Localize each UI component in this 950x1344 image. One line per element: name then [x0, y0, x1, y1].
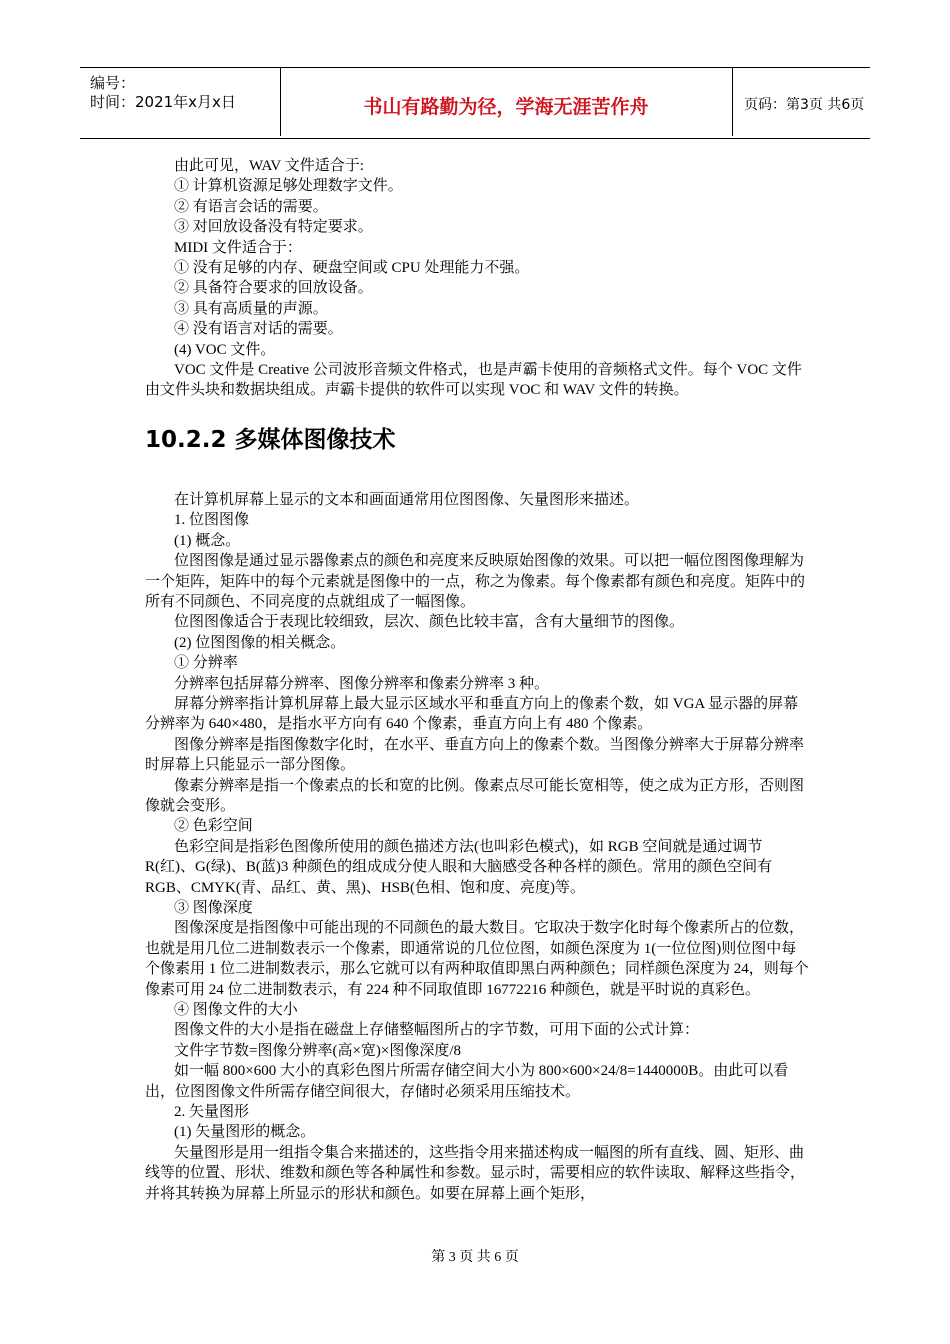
- body-paragraph: (1) 概念。: [174, 532, 241, 549]
- body-paragraph: (4) VOC 文件。: [174, 341, 276, 358]
- body-paragraph: (2) 位图图像的相关概念。: [174, 634, 346, 651]
- body-paragraph: 像素分辨率是指一个像素点的长和宽的比例。像素点尽可能长宽相等，使之成为正方形，否则图像就会变形。: [145, 777, 805, 814]
- body-paragraph: ② 具备符合要求的回放设备。: [174, 280, 373, 297]
- body-paragraph: ④ 没有语言对话的需要。: [174, 321, 343, 338]
- body-paragraph: 由此可见，WAV 文件适合于:: [174, 158, 364, 174]
- body-paragraph: ③ 图像深度: [174, 900, 253, 916]
- body-paragraph: 2. 矢量图形: [174, 1104, 250, 1121]
- body-paragraph: 分辨率包括屏幕分辨率、图像分辨率和像素分辨率 3 种。: [174, 675, 550, 692]
- body-paragraph: MIDI 文件适合于：: [174, 239, 302, 256]
- body-paragraph: 矢量图形是用一组指令集合来描述的，这些指令用来描述构成一幅图的所有直线、圆、矩形、曲线等的位置、形状、维数和颜色等各种属性和参数。显示时，需要相应的软件读取、解释这些指令，并将其转换为屏幕上所显示的形状和颜色。如要在屏幕上画个矩形，: [145, 1144, 806, 1202]
- body-paragraph: ② 有语言会话的需要。: [174, 198, 328, 215]
- body-paragraph: 位图图像是通过显示器像素点的颜色和亮度来反映原始图像的效果。可以把一幅位图图像理解为一个矩阵，矩阵中的每个元素就是图像中的一点，称之为像素。每个像素都有颜色和亮度。矩阵中的所有不同颜色、不同亮度的点就组成了一幅图像。: [145, 553, 806, 610]
- body-paragraph: ② 色彩空间: [174, 818, 253, 835]
- body-paragraph: 图像深度是指图像中可能出现的不同颜色的最大数目。它取决于数字化时每个像素所占的位数，也就是用几位二进制数表示一个像素，即通常说的几位位图，如颜色深度为 1(一位位图)则位图中每个像素用 1 位二进制数表示，那么它就可以有两种取值即黑白两种颜色；同样颜色深度为 24，则每个像素可用 24 位二进制数表示，有 224 种不同取值即 16772216 种颜色，就是平时说的真彩色。: [145, 920, 809, 998]
- body-paragraph: 1. 位图图像: [174, 512, 250, 529]
- body-paragraph: ① 计算机资源足够处理数字文件。: [174, 178, 403, 195]
- body-paragraph: ③ 具有高质量的声源。: [174, 300, 328, 317]
- body-paragraph: 图像文件的大小是指在磁盘上存储整幅图所占的字节数，可用下面的公式计算：: [174, 1022, 700, 1039]
- page-footer: 第 3 页 共 6 页: [431, 1250, 519, 1265]
- body-paragraph: ① 分辨率: [174, 655, 238, 672]
- body-paragraph: ④ 图像文件的大小: [174, 1002, 298, 1019]
- section-heading: 10.2.2 多媒体图像技术: [145, 426, 396, 453]
- header-motto-cell: [280, 68, 733, 136]
- header-left-cell: [80, 68, 281, 136]
- header-motto: 书山有路勤为径，学海无涯苦作舟: [363, 96, 649, 118]
- body-paragraph: 如一幅 800×600 大小的真彩色图片所需存储空间大小为 800×600×24/8=1440000B。由此可以看出，位图图像文件所需存储空间很大，存储时必须采用压缩技术。: [145, 1063, 789, 1100]
- header-page-info: 页码：第3页 共6页: [744, 97, 865, 113]
- body-paragraph: 屏幕分辨率指计算机屏幕上最大显示区域水平和垂直方向上的像素个数，如 VGA 显示器的屏幕分辨率为 640×480，是指水平方向有 640 个像素，垂直方向上有 480 个像素。: [145, 695, 799, 733]
- header-page-cell: [732, 68, 870, 136]
- document-time-label: 时间：2021年x月x日: [90, 93, 236, 111]
- body-paragraph: 文件字节数=图像分辨率(高×宽)×图像深度/8: [174, 1042, 462, 1059]
- page-header: [80, 67, 870, 139]
- body-paragraph: (1) 矢量图形的概念。: [174, 1124, 316, 1141]
- document-body: [145, 156, 810, 1204]
- body-paragraph: VOC 文件是 Creative 公司波形音频文件格式，也是声霸卡使用的音频格式文件。每个 VOC 文件由文件头块和数据块组成。声霸卡提供的软件可以实现 VOC 和 WAV 文件的转换。: [145, 362, 802, 399]
- body-paragraph: 在计算机屏幕上显示的文本和画面通常用位图图像、矢量图形来描述。: [174, 491, 640, 508]
- body-paragraph: 图像分辨率是指图像数字化时，在水平、垂直方向上的像素个数。当图像分辨率大于屏幕分辨率时屏幕上只能显示一部分图像。: [145, 736, 805, 774]
- body-paragraph: ① 没有足够的内存、硬盘空间或 CPU 处理能力不强。: [174, 260, 530, 277]
- body-paragraph: 色彩空间是指彩色图像所使用的颜色描述方法(也叫彩色模式)，如 RGB 空间就是通过调节 R(红)、G(绿)、B(蓝)3 种颜色的组成成分使人眼和大脑感受各种各样的颜色。常用的颜色空间有 RGB、CMYK(青、品红、黄、黑)、HSB(色相、饱和度、亮度)等。: [145, 838, 773, 896]
- document-number-label: 编号：: [90, 74, 136, 92]
- body-paragraph: 位图图像适合于表现比较细致，层次、颜色比较丰富，含有大量细节的图像。: [174, 614, 685, 631]
- body-paragraph: ③ 对回放设备没有特定要求。: [174, 219, 373, 236]
